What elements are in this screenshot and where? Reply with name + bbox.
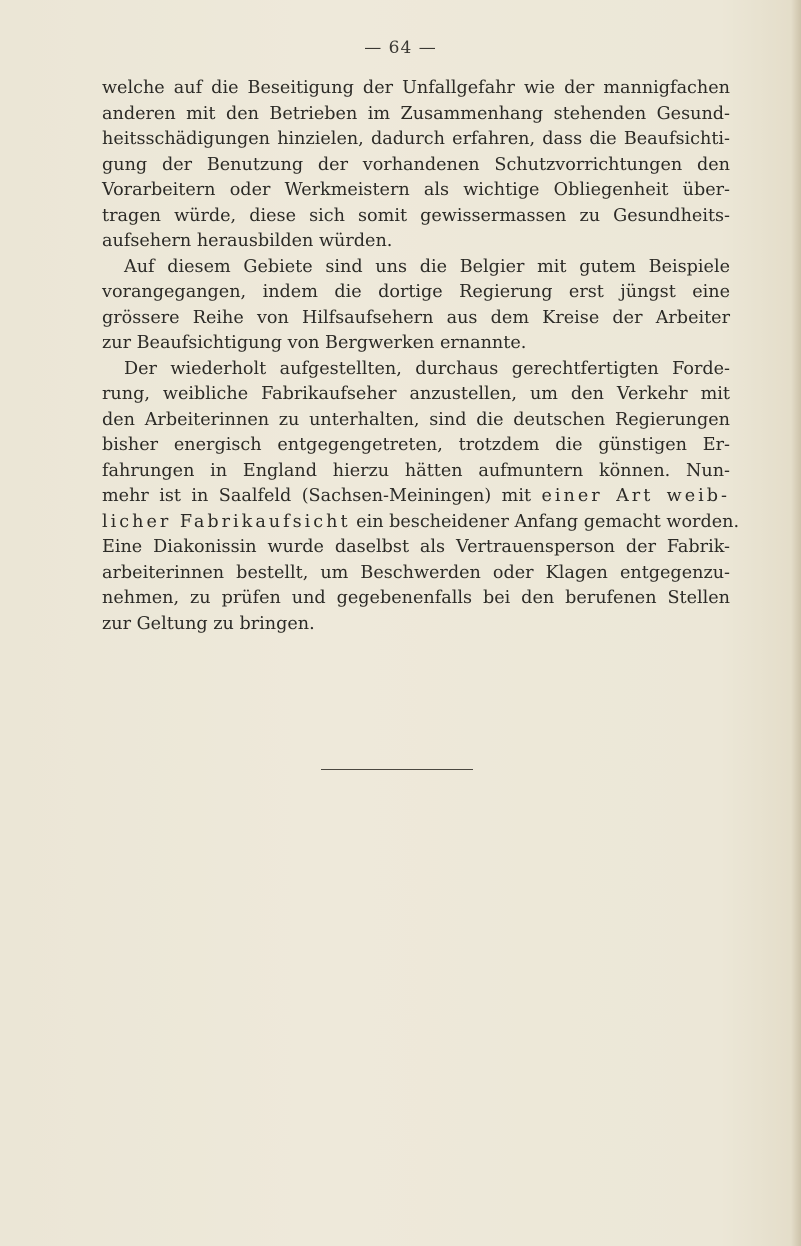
emphasized-text: licher Fabrikaufsicht bbox=[102, 511, 351, 532]
text-line: welche auf die Beseitigung der Unfallgefahr wie der mannigfachen bbox=[102, 78, 730, 98]
text-run: ein bescheidener Anfang gemacht worden. bbox=[350, 511, 740, 532]
text-line: nehmen, zu prüfen und gegebenenfalls bei den berufenen Stellen bbox=[102, 588, 730, 608]
paragraph-3 bbox=[102, 357, 740, 638]
emphasized-text: einer Art weib- bbox=[541, 486, 730, 506]
text-line: aufsehern herausbilden würden. bbox=[102, 231, 393, 251]
text-line: den Arbeiterinnen zu unterhalten, sind die deutschen Regierungen bbox=[102, 409, 730, 430]
text-line: gung der Benutzung der vorhandenen Schutzvorrichtungen den bbox=[102, 154, 730, 175]
text-line: Vorarbeitern oder Werkmeistern als wichtige Obliegenheit über- bbox=[102, 180, 730, 200]
body-text bbox=[102, 76, 740, 637]
text-line: zur Beaufsichtigung von Bergwerken ernannte. bbox=[102, 333, 527, 353]
text-line-spaced bbox=[102, 510, 740, 536]
paragraph-1 bbox=[102, 76, 730, 255]
page-edge-shadow bbox=[791, 0, 801, 1246]
text-line: arbeiterinnen bestellt, um Beschwerden oder Klagen entgegenzu- bbox=[102, 562, 730, 583]
text-run: mehr ist in Saalfeld (Sachsen-Meiningen) mit bbox=[102, 486, 542, 506]
paragraph-2 bbox=[102, 255, 730, 357]
text-line: tragen würde, diese sich somit gewissermassen zu Gesundheits- bbox=[102, 205, 730, 226]
text-line: Eine Diakonissin wurde daselbst als Vertrauensperson der Fabrik- bbox=[102, 537, 730, 557]
text-line: bisher energisch entgegengetreten, trotzdem die günstigen Er- bbox=[102, 435, 730, 455]
text-line: grössere Reihe von Hilfsaufsehern aus dem Kreise der Arbeiter bbox=[102, 307, 730, 328]
text-line: rung, weibliche Fabrikaufseher anzustellen, um den Verkehr mit bbox=[102, 384, 730, 404]
text-line: zur Geltung zu bringen. bbox=[102, 613, 315, 634]
text-line: fahrungen in England hierzu hätten aufmuntern können. Nun- bbox=[102, 460, 730, 481]
text-line: Der wiederholt aufgestellten, durchaus gerechtfertigten Forde- bbox=[124, 358, 730, 379]
text-line-spaced bbox=[102, 484, 730, 510]
text-line: anderen mit den Betrieben im Zusammenhang stehenden Gesund- bbox=[102, 103, 730, 124]
page-number: — 64 — bbox=[364, 38, 437, 58]
text-line: vorangegangen, indem die dortige Regierung erst jüngst eine bbox=[102, 282, 730, 302]
text-line: heitsschädigungen hinzielen, dadurch erfahren, dass die Beaufsichti- bbox=[102, 129, 730, 149]
text-line: Auf diesem Gebiete sind uns die Belgier mit gutem Beispiele bbox=[124, 256, 730, 277]
section-divider bbox=[321, 769, 473, 770]
